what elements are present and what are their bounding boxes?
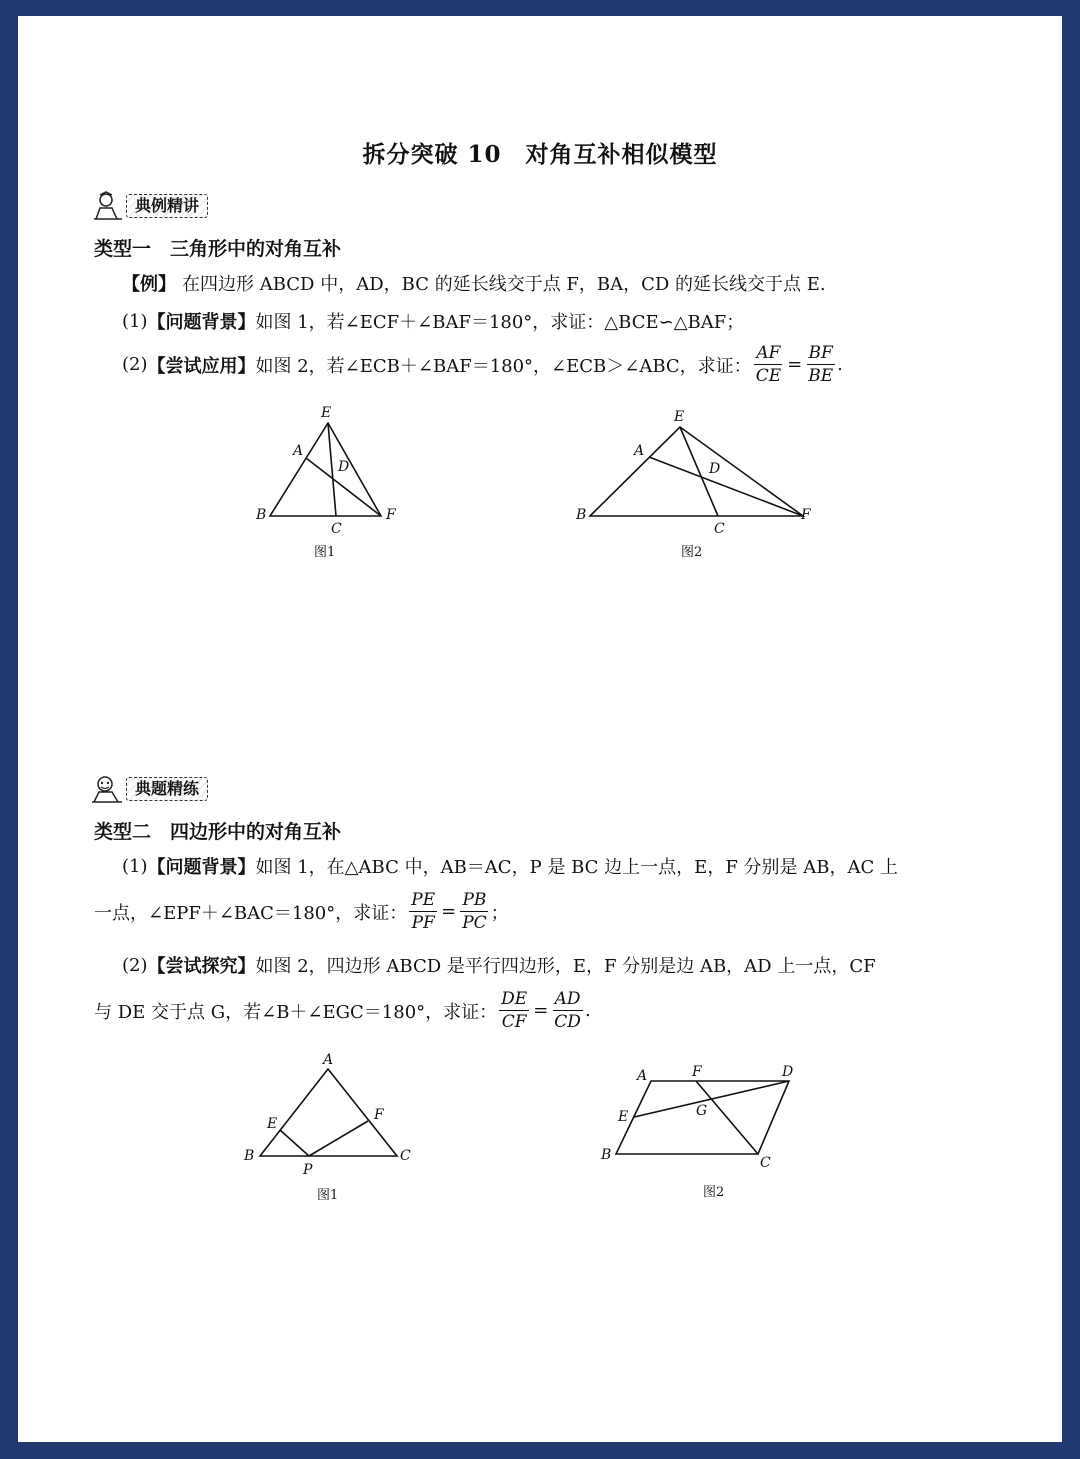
fraction-numerator: AF xyxy=(756,343,781,363)
point-label: E xyxy=(674,409,685,425)
section2-figure-1 xyxy=(240,1049,430,1209)
equals-sign: = xyxy=(533,1000,549,1021)
section-badge-label: 典题精练 xyxy=(126,777,208,801)
figure-caption: 图1 xyxy=(314,545,336,560)
part-prefix: (1) xyxy=(122,855,148,877)
point-label: C xyxy=(714,521,725,537)
part-tag: 【尝试探究】 xyxy=(147,956,256,977)
part-tag: 【尝试应用】 xyxy=(147,355,256,377)
section2-part1-line2 xyxy=(94,889,509,934)
segment-pf xyxy=(309,1121,368,1156)
point-label: C xyxy=(400,1148,411,1164)
triangle-bef xyxy=(590,427,803,516)
section-badge-practice xyxy=(90,774,208,804)
part-text: 如图 2，四边形 ABCD 是平行四边形，E，F 分别是边 AB，AD 上一点，CF xyxy=(255,956,876,977)
fraction-denominator: PF xyxy=(411,913,435,933)
student-icon xyxy=(90,191,124,221)
page-title: 拆分突破 10 对角互补相似模型 xyxy=(362,141,718,168)
point-label: A xyxy=(634,443,645,459)
fraction-denominator: CF xyxy=(501,1012,527,1032)
point-label: D xyxy=(338,459,350,475)
segment-ec xyxy=(328,423,336,516)
part-text: 如图 1，在△ABC 中，AB＝AC，P 是 BC 边上一点，E，F 分别是 AB，AC 上 xyxy=(255,857,898,878)
point-label: B xyxy=(601,1147,612,1163)
fraction-denominator: PC xyxy=(462,913,487,933)
point-label: C xyxy=(331,521,342,537)
fraction xyxy=(754,342,783,387)
part-prefix: (1) xyxy=(122,310,148,332)
semicolon: ； xyxy=(490,902,509,924)
point-label: D xyxy=(709,461,721,477)
equals-sign: = xyxy=(441,901,457,922)
point-label: G xyxy=(696,1103,708,1119)
point-label: E xyxy=(618,1109,629,1125)
fraction-numerator: PE xyxy=(411,890,436,910)
part-text: 一点，∠EPF＋∠BAC＝180°，求证： xyxy=(94,902,408,924)
section-badge-examples xyxy=(90,191,208,221)
point-label: F xyxy=(386,507,396,523)
triangle-bef xyxy=(270,423,381,516)
example-tag: 【例】 xyxy=(122,274,176,295)
point-label: P xyxy=(303,1162,313,1178)
part-text: 如图 1，若∠ECF＋∠BAF＝180°，求证：△BCE∽△BAF； xyxy=(255,312,745,333)
example-line xyxy=(122,270,826,296)
section1-part2 xyxy=(122,342,843,387)
fraction xyxy=(499,988,529,1033)
fraction xyxy=(552,988,583,1033)
point-label: E xyxy=(321,405,332,421)
point-label: A xyxy=(323,1052,334,1068)
section2-part2-line1 xyxy=(122,952,876,978)
example-text: 在四边形 ABCD 中，AD，BC 的延长线交于点 F，BA，CD 的延长线交于点 E. xyxy=(182,274,826,295)
point-label: B xyxy=(256,507,267,523)
section1-figure-1 xyxy=(248,401,418,561)
point-label: F xyxy=(692,1064,702,1080)
fraction xyxy=(460,889,488,934)
fraction-numerator: DE xyxy=(501,989,528,1009)
section2-figure-2 xyxy=(586,1061,806,1211)
fraction-numerator: BF xyxy=(808,343,833,363)
section-badge-label: 典例精讲 xyxy=(126,194,208,218)
figure-caption: 图2 xyxy=(681,545,703,560)
part-prefix: (2) xyxy=(122,354,148,375)
cartoon-character-icon xyxy=(90,774,124,804)
point-label: B xyxy=(576,507,587,523)
part-tag: 【问题背景】 xyxy=(147,857,256,878)
part-text: 如图 2，若∠ECB＋∠BAF＝180°，∠ECB＞∠ABC，求证： xyxy=(255,355,752,377)
fraction-numerator: AD xyxy=(554,989,581,1009)
point-label: C xyxy=(760,1155,771,1171)
point-label: A xyxy=(637,1068,648,1084)
fraction-denominator: BE xyxy=(808,366,834,386)
point-label: F xyxy=(374,1107,384,1123)
period: . xyxy=(584,1000,591,1021)
fraction-numerator: PB xyxy=(462,890,487,910)
fraction xyxy=(409,889,437,934)
point-label: B xyxy=(244,1148,255,1164)
document-page xyxy=(18,16,1062,1442)
figure-caption: 图1 xyxy=(317,1188,339,1203)
point-label: A xyxy=(293,443,304,459)
part-text: 与 DE 交于点 G，若∠B＋∠EGC＝180°，求证： xyxy=(94,1001,498,1023)
point-label: D xyxy=(782,1064,794,1080)
section1-heading: 类型一 三角形中的对角互补 xyxy=(94,238,342,260)
point-label: F xyxy=(801,507,811,523)
segment-pe xyxy=(280,1130,309,1156)
point-label: E xyxy=(267,1116,278,1132)
part-prefix: (2) xyxy=(122,954,148,976)
section2-part1-line1 xyxy=(122,853,898,879)
equals-sign: = xyxy=(787,354,803,375)
section1-figure-2 xyxy=(568,401,828,561)
period: . xyxy=(837,354,843,375)
fraction-denominator: CD xyxy=(554,1012,581,1032)
fraction xyxy=(806,342,835,387)
fraction-denominator: CE xyxy=(755,366,782,386)
section2-heading: 类型二 四边形中的对角互补 xyxy=(94,821,342,843)
segment-af xyxy=(649,457,803,516)
figure-caption: 图2 xyxy=(703,1185,725,1200)
section2-part2-line2 xyxy=(94,988,591,1033)
part-tag: 【问题背景】 xyxy=(147,312,256,333)
section1-part1 xyxy=(122,308,744,334)
